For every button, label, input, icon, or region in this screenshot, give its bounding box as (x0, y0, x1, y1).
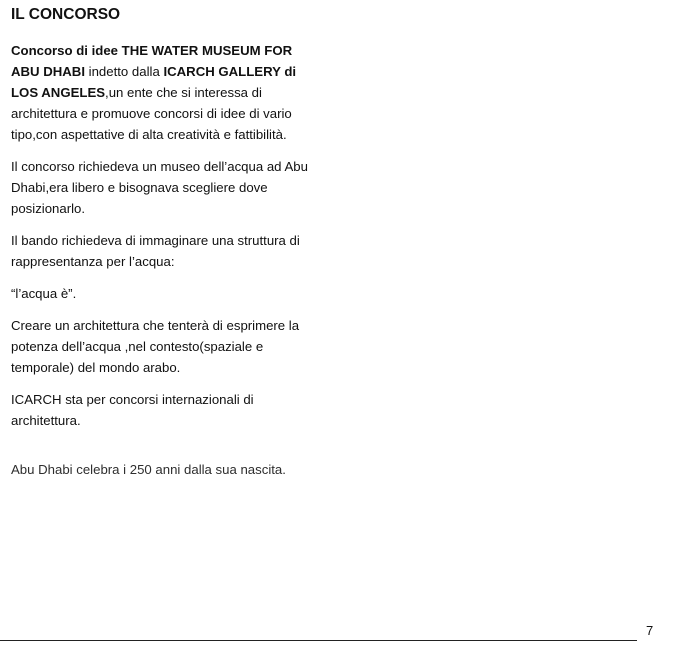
page-number: 7 (646, 623, 654, 638)
organizer-name: ICARCH GALLERY di LOS ANGELES (11, 64, 297, 100)
intro-connector: indetto dalla (85, 64, 164, 79)
body-text (11, 40, 321, 480)
organizer-description: ,un ente che si interessa di architettura e promuove concorsi di idee di vario tipo,con aspettative di alta creatività e fattibilità. (11, 85, 292, 142)
footer-divider (0, 640, 637, 641)
competition-name: Concorso di idee THE WATER MUSEUM FOR ABU DHABI (11, 43, 293, 79)
paragraph-brief: Il bando richiedeva di immaginare una struttura di rappresentanza per l’acqua: (11, 233, 300, 269)
paragraph-anniversary: Abu Dhabi celebra i 250 anni dalla sua nascita. (11, 462, 286, 477)
paragraph-icarch: ICARCH sta per concorsi internazionali di architettura. (11, 392, 254, 428)
page-title: IL CONCORSO (11, 6, 121, 23)
paragraph-goal: Creare un architettura che tenterà di esprimere la potenza dell’acqua ,nel contesto(spaziale e temporale) del mondo arabo. (11, 318, 300, 375)
paragraph-quote: “l’acqua è”. (11, 286, 77, 301)
paragraph-competition-intro (11, 40, 321, 145)
paragraph-museum-request: Il concorso richiedeva un museo dell’acqua ad Abu Dhabi,era libero e bisognava scegliere dove posizionarlo. (11, 159, 308, 216)
